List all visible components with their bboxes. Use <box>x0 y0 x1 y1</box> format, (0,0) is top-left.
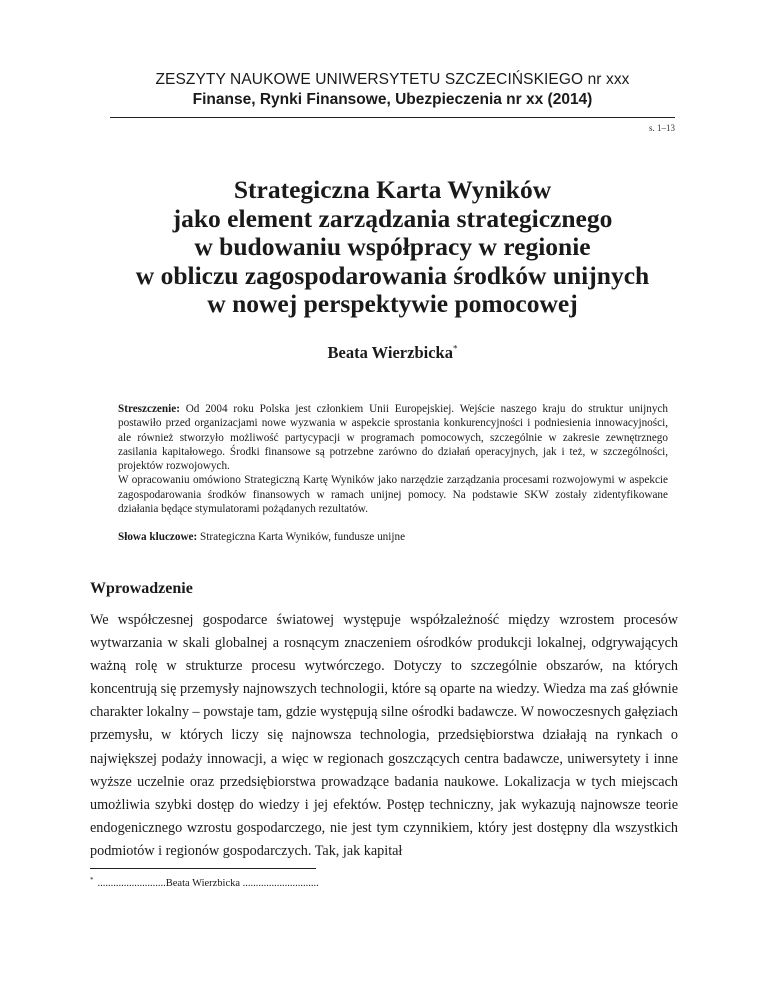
abstract-text: Od 2004 roku Polska jest członkiem Unii Europejskiej. Wejście naszego kraju do struktur unijnych postawiło przed organizacjami nowe wyzwania w aspekcie sprostania konkurencyjności i podniesienia innowacyjności, ale również stworzyło możliwość partycypacji w programach pomocowych, szczególnie w zakresie zewnętrznego zasilania kapitałowego. Środki finansowe są potrzebne zarówno do działań operacyjnych, jak i też, w szczególności, projektów rozwojowych. <box>118 403 668 473</box>
header-divider <box>110 117 675 118</box>
abstract-paragraph <box>118 473 668 516</box>
keywords <box>118 530 668 544</box>
footnote-marker: * <box>90 875 94 884</box>
journal-header <box>110 70 675 110</box>
title-line: w budowaniu współpracy w regionie <box>194 232 591 261</box>
author-line <box>110 343 675 363</box>
abstract-text: W opracowaniu omówiono Strategiczną Kartę Wyników jako narzędzie zarządzania procesami rozwojowymi w aspekcie zagospodarowania środków finansowych w ramach unijnej pomocy. Na podstawie SKW zostały zidentyfikowane działania będące stymulatorami pożądanych rezultatów. <box>118 474 668 516</box>
body-paragraph: We współczesnej gospodarce światowej występuje współzależność między wzrostem procesów wytwarzania w skali globalnej a rosnącym znaczeniem ośrodków produkcji lokalnej, odgrywających ważną rolę w strukturze procesu wytwórczego. Dotyczy to szczególnie obszarów, na których koncentrują się przemysły najnowszych technologii, które są oparte na wiedzy. Wiedza ma zaś głównie charakter lokalny – powstaje tam, gdzie występują silne ośrodki badawcze. W nowoczesnych gałęziach przemysłu, w których liczy się najnowsza technologia, przedsiębiorstwa działają na rynkach o największej podaży innowacji, a więc w regionach goszczących centra badawcze, uniwersytety i inne wyższe uczelnie oraz przedsiębiorstwa prowadzące badania naukowe. Lokalizacja w tych miejscach umożliwia szybki dostęp do wiedzy i jej efektów. Postęp techniczny, jak wykazują najnowsze teorie endogenicznego wzrostu gospodarczego, nie jest tym czynnikiem, który jest dostępny dla wszystkich podmiotów i regionów gospodarczych. Tak, jak kapitał <box>90 612 678 859</box>
abstract-paragraph <box>118 402 668 473</box>
author-name: Beata Wierzbicka <box>327 343 453 362</box>
author-footnote-marker[interactable]: * <box>452 343 458 354</box>
footnote-text: ..........................Beata Wierzbicka ............................. <box>97 878 319 889</box>
abstract <box>118 402 668 516</box>
journal-name: ZESZYTY NAUKOWE UNIWERSYTETU SZCZECIŃSKIEGO nr xxx <box>155 71 630 88</box>
keywords-label: Słowa kluczowe: <box>118 531 198 543</box>
keywords-text: Strategiczna Karta Wyników, fundusze unijne <box>197 531 406 543</box>
footnote-divider <box>90 868 316 869</box>
title-line: Strategiczna Karta Wyników <box>233 175 552 204</box>
page-range: s. 1–13 <box>648 123 675 133</box>
title-line: jako element zarządzania strategicznego <box>172 203 613 233</box>
abstract-label: Streszczenie: <box>118 403 180 415</box>
title-line: w obliczu zagospodarowania środków unijnych <box>135 260 650 290</box>
section-heading: Wprowadzenie <box>90 580 193 597</box>
title-line: w nowej perspektywie pomocowej <box>207 289 578 318</box>
article-title <box>110 176 675 319</box>
journal-series: Finanse, Rynki Finansowe, Ubezpieczenia nr xx (2014) <box>192 91 593 108</box>
footnote <box>90 877 678 890</box>
